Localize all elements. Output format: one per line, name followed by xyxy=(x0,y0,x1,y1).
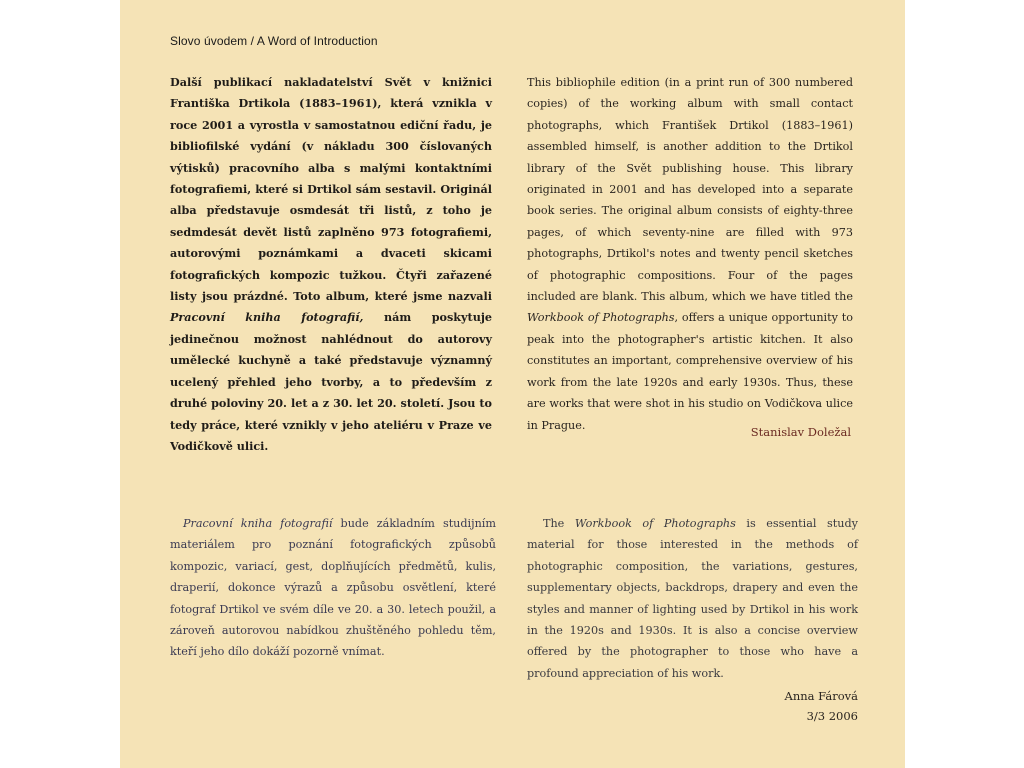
intro-czech-text-2: nám poskytuje jedinečnou možnost nahlédnout do autorovy umělecké kuchyně a také představuje významný ucelený přehled jeho tvorby, a to především z druhé poloviny 20. let a z 30. let 20. století. Jsou to tedy práce, které vznikly v jeho ateliéru v Praze ve Vodičkově ulici. xyxy=(170,310,493,453)
study-czech-title: Pracovní kniha fotografií xyxy=(183,517,333,530)
study-czech-text: bude základním studijním materiálem pro poznání fotografických způsobů kompozic, variací, gest, doplňujících předmětů, kulis, draperií, dokonce výrazů a způsobu osvětlení, které fotograf Drtikol ve svém díle ve 20. a 30. letech použil, a zároveň autorovou nabídkou zhuštěného pohledu těm, kteří jeho dílo dokáží pozorně vnímat. xyxy=(170,517,496,659)
study-english-title: Workbook of Photographs xyxy=(574,517,736,530)
intro-czech-text-1: Další publikací nakladatelství Svět v knižnici Františka Drtikola (1883–1961), která vznikla v roce 2001 a vyrostla v samostatnou ediční řadu, je bibliofilské vydání (v nákladu 300 číslovaných výtisků) pracovního alba s malými kontaktními fotografiemi, které si Drtikol sám sestavil. Originál alba představuje osmdesát tři listů, z toho je sedmdesát devět listů zaplněno 973 fotografiemi, autorovými poznámkami a dvaceti skicami fotografických kompozic tužkou. Čtyři zařazené listy jsou prázdné. Toto album, které jsme nazvali xyxy=(170,75,492,304)
intro-english-title: Workbook of Photographs xyxy=(527,311,675,325)
study-english-paragraph xyxy=(527,513,858,684)
intro-english-text-2: , offers a unique opportunity to peak into the photographer's artistic kitchen. It also constitutes an important, comprehensive overview of his work from the late 1920s and early 1930s. Thus, these are works that were shot in his studio on Vodičkova ulice in Prague. xyxy=(527,311,853,432)
intro-english-paragraph xyxy=(527,72,853,436)
page-heading: Slovo úvodem / A Word of Introduction xyxy=(170,34,378,48)
intro-czech-title: Pracovní kniha fotografií, xyxy=(170,310,364,325)
signature-farova-name: Anna Fárová xyxy=(784,689,858,703)
study-english-lead: The xyxy=(543,517,575,530)
intro-czech-paragraph xyxy=(170,72,492,457)
signature-farova xyxy=(785,686,858,726)
study-czech-paragraph xyxy=(170,513,496,663)
signature-dolezal: Stanislav Doležal xyxy=(750,425,851,439)
book-page xyxy=(120,0,905,768)
intro-english-text-1: This bibliophile edition (in a print run of 300 numbered copies) of the working album with small contact photographs, which František Drtikol (1883–1961) assembled himself, is another addition to the Drtikol library of the Svět publishing house. This library originated in 2001 and has developed into a separate book series. The original album consists of eighty-three pages, of which seventy-nine are filled with 973 photographs, Drtikol's notes and twenty pencil sketches of photographic compositions. Four of the pages included are blank. This album, which we have titled the xyxy=(527,76,853,304)
study-english-text: is essential study material for those interested in the methods of photographic composition, the variations, gestures, supplementary objects, backdrops, drapery and even the styles and manner of lighting used by Drtikol in his work in the 1920s and 1930s. It is also a concise overview offered by the photographer to those who have a profound appreciation of his work. xyxy=(527,517,858,680)
signature-farova-date: 3/3 2006 xyxy=(806,709,858,723)
